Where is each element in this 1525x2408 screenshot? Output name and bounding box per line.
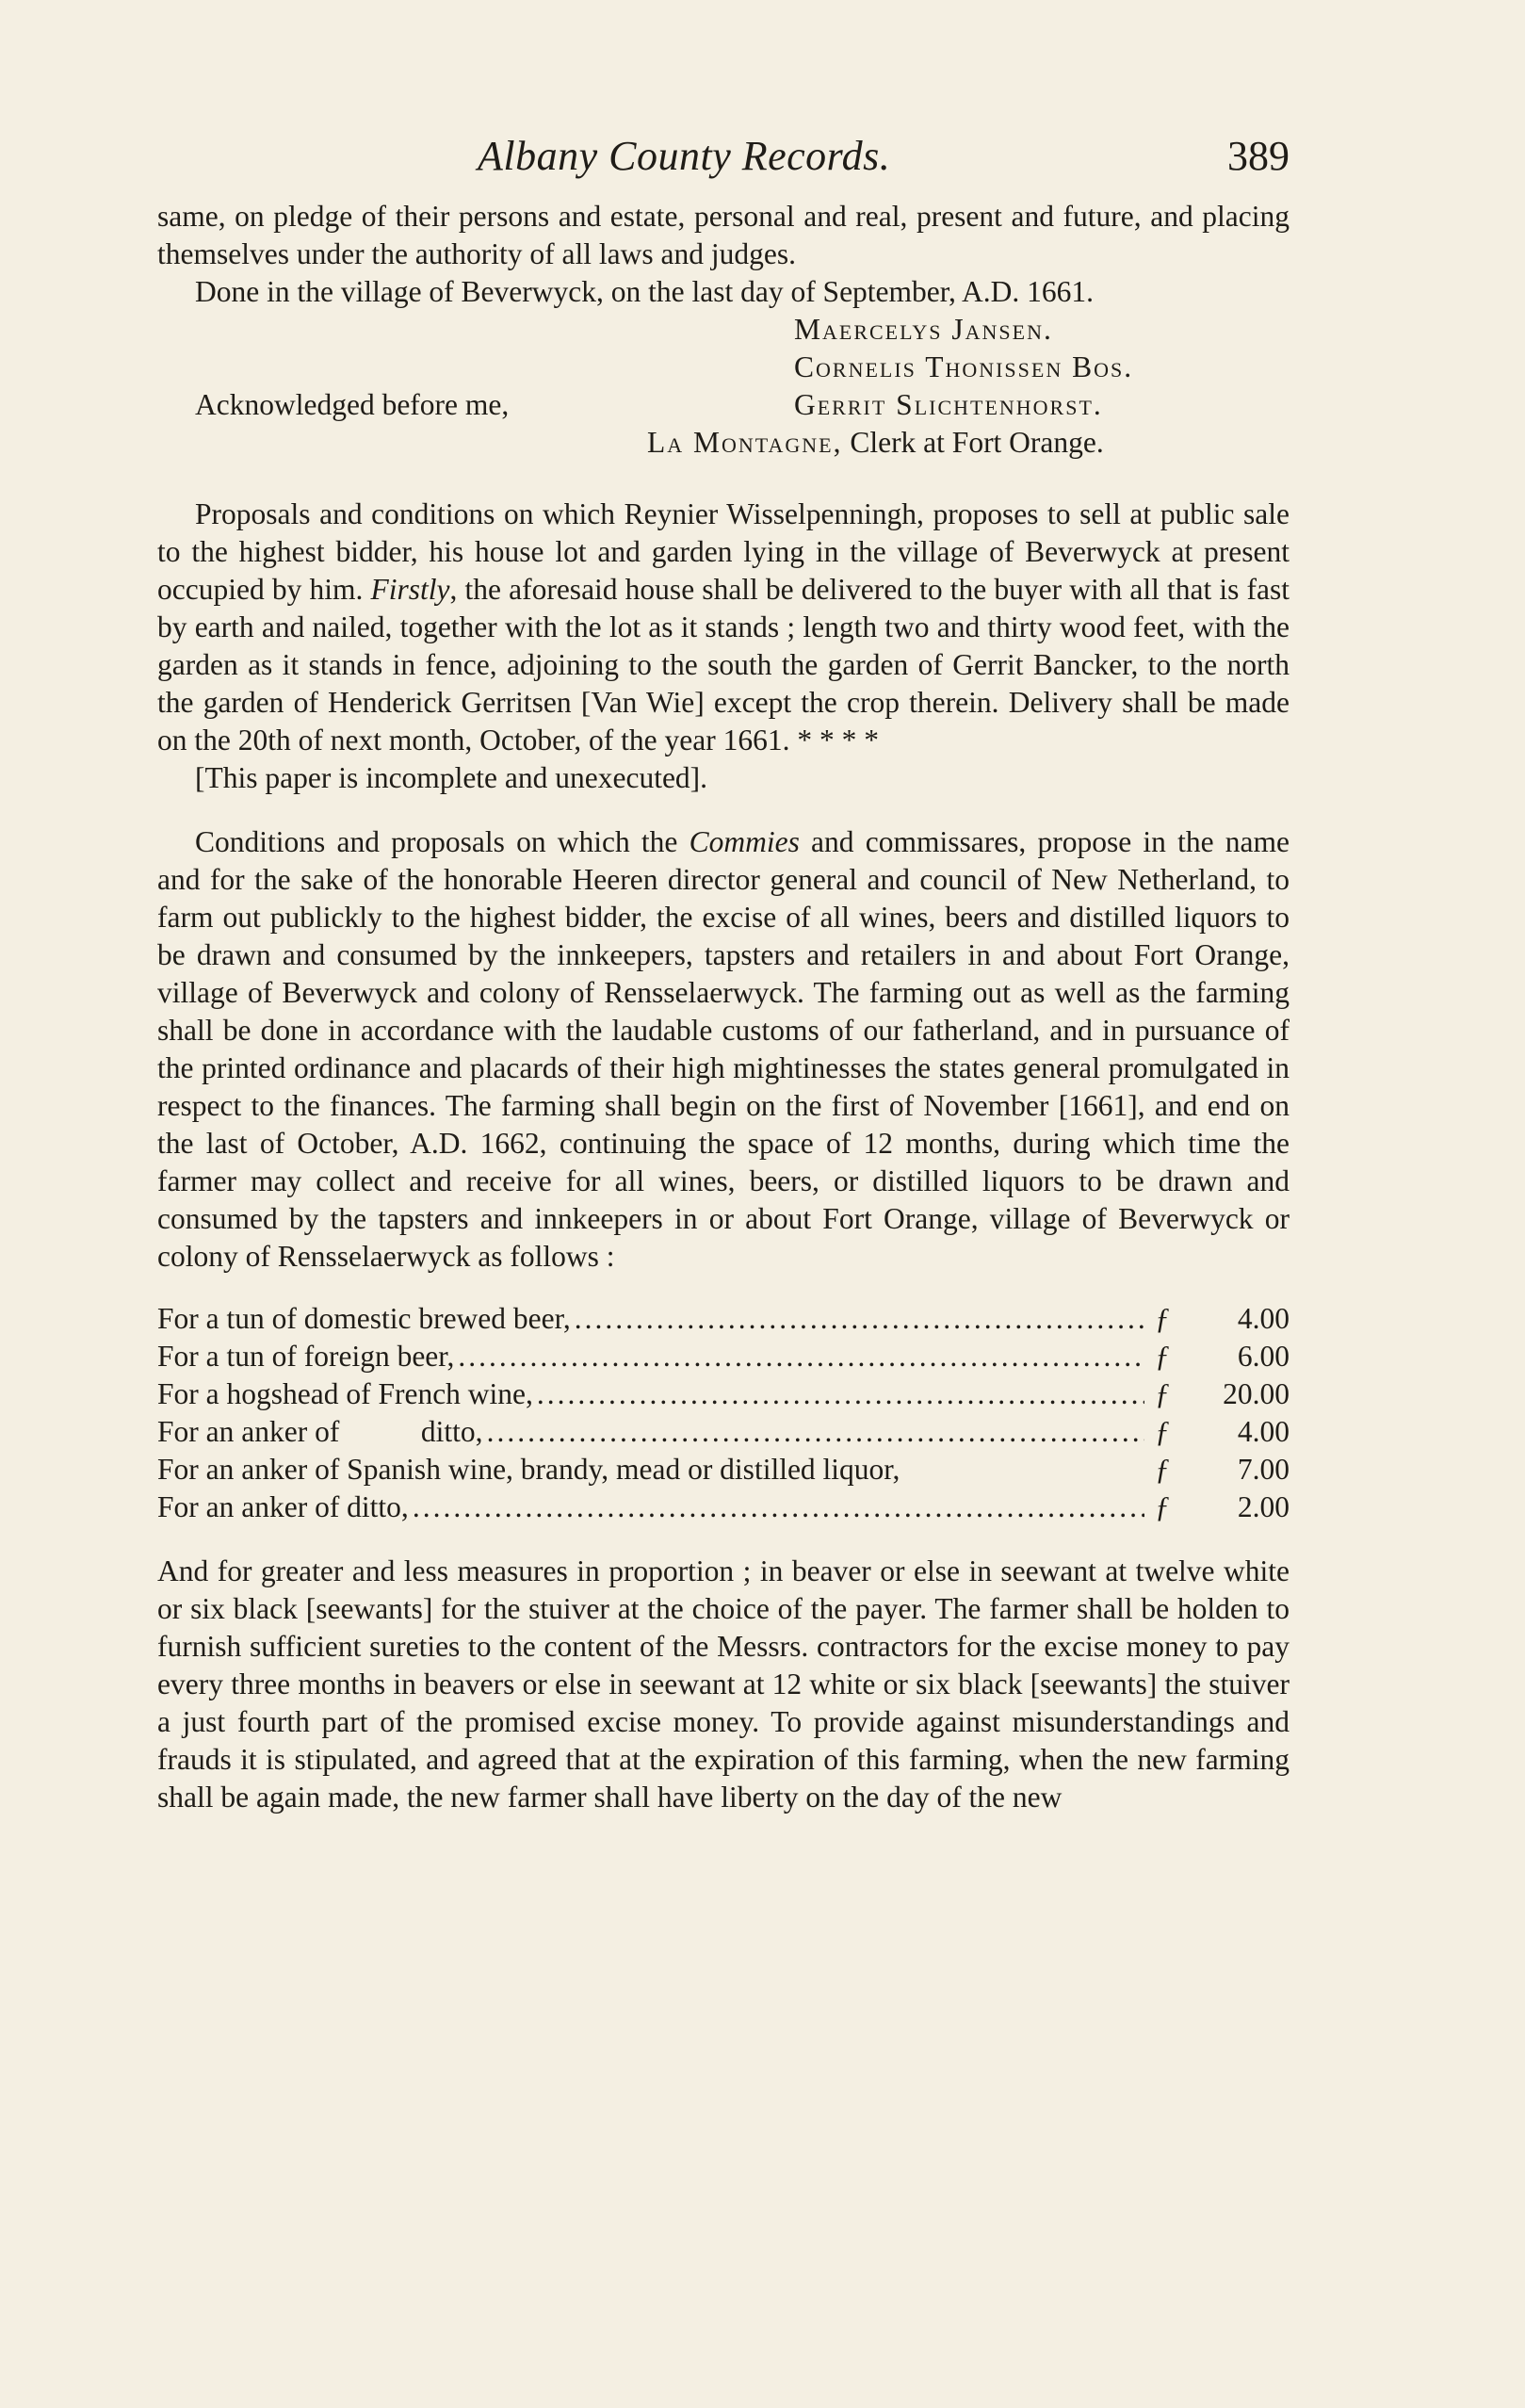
rate-amount: 4.00	[1237, 1415, 1290, 1448]
rate-amount: 7.00	[1237, 1453, 1290, 1486]
paragraph-closing: And for greater and less measures in proportion ; in beaver or else in seewant at twelve white or six black [seewants] for the stuiver at the choice of the payer. The farmer shall be holden to furnish sufficient sureties to the content of the Messrs. contractors for the excise money to pay every three months in beavers or else in seewant at 12 white or six black [seewants] the stuiver a just fourth part of the promised excise money. To provide against misunderstandings and frauds it is stipulated, and agreed that at the expiration of this farming, when the new farming shall be again made, the new farmer shall have liberty on the day of the new	[157, 1554, 1290, 1814]
page-number: 389	[1227, 133, 1290, 179]
signature-jansen: Maercelys Jansen.	[794, 313, 1053, 346]
clerk-name: La Montagne,	[647, 426, 843, 459]
leader-dots	[413, 1489, 1144, 1526]
paragraph-conditions	[157, 823, 1290, 1276]
paragraph-incomplete-note: [This paper is incomplete and unexecuted].	[195, 761, 708, 794]
florin-symbol: ƒ	[1155, 1340, 1170, 1373]
florin-symbol: ƒ	[1155, 1302, 1170, 1335]
rate-description: For a hogshead of French wine,	[157, 1377, 533, 1410]
signature-bos: Cornelis Thonissen Bos.	[794, 350, 1134, 383]
signature-block	[157, 311, 1290, 469]
rate-row	[157, 1413, 1290, 1451]
rate-description: For an anker of Spanish wine, brandy, mead or distilled liquor,	[157, 1453, 900, 1486]
leader-dots	[458, 1338, 1144, 1375]
rate-row	[157, 1489, 1290, 1526]
leader-dots	[487, 1413, 1144, 1451]
proposal-text-a: Proposals and conditions on which Reynier Wisselpenningh, proposes to sell at public sale to the highest bidder, his house lot and garden lying in the village of Beverwyck at present occupied by him.	[157, 497, 1290, 606]
rate-description: For a tun of foreign beer,	[157, 1340, 455, 1373]
proposal-text-b: , the aforesaid house shall be delivered to the buyer with all that is fast by earth and nailed, together with the lot as it stands ; length two and thirty wood feet, with the garden as it stands in fence, adjoining to the south the garden of Gerrit Bancker, to the north the garden of Henderick Gerritsen [Van Wie] except the crop therein. Delivery shall be made on the 20th of next month, October, of the year 1661. * * * *	[157, 573, 1290, 757]
rate-description: For an anker of ditto,	[157, 1490, 409, 1523]
paragraph-continuation: same, on pledge of their persons and estate, personal and real, present and future, and placing themselves under the authority of all laws and judges.	[157, 200, 1290, 270]
rate-description: For a tun of domestic brewed beer,	[157, 1302, 571, 1335]
excise-rate-table	[157, 1300, 1290, 1526]
florin-symbol: ƒ	[1155, 1490, 1170, 1523]
document-page	[157, 132, 1290, 1816]
florin-symbol: ƒ	[1155, 1453, 1170, 1486]
leader-dots	[537, 1375, 1144, 1413]
leader-dots	[575, 1300, 1144, 1338]
clerk-title: Clerk at Fort Orange.	[850, 426, 1104, 459]
proposal-firstly: Firstly	[370, 573, 450, 606]
signature-slichtenhorst: Gerrit Slichtenhorst.	[794, 388, 1103, 421]
page-header	[157, 132, 1290, 198]
conditions-text-a: Conditions and proposals on which the	[195, 825, 689, 858]
paragraph-proposals	[157, 496, 1290, 759]
rate-description: For an anker of ditto,	[157, 1415, 483, 1448]
rate-row	[157, 1338, 1290, 1375]
rate-amount: 2.00	[1237, 1490, 1290, 1523]
paragraph-date: Done in the village of Beverwyck, on the last day of September, A.D. 1661.	[195, 275, 1095, 308]
rate-amount: 20.00	[1223, 1377, 1290, 1410]
running-title: Albany County Records.	[478, 133, 891, 179]
rate-row	[157, 1300, 1290, 1338]
rate-amount: 4.00	[1237, 1302, 1290, 1335]
acknowledgement-text: Acknowledged before me,	[195, 388, 510, 421]
rate-row	[157, 1375, 1290, 1413]
conditions-commies: Commies	[689, 825, 800, 858]
clerk-signature	[647, 424, 1104, 462]
rate-row	[157, 1451, 1290, 1489]
rate-amount: 6.00	[1237, 1340, 1290, 1373]
florin-symbol: ƒ	[1155, 1415, 1170, 1448]
florin-symbol: ƒ	[1155, 1377, 1170, 1410]
conditions-text-b: and commissares, propose in the name and for the sake of the honorable Heeren director general and council of New Netherland, to farm out publickly to the highest bidder, the excise of all wines, beers and distilled liquors to be drawn and consumed by the innkeepers, tapsters and retailers in and about Fort Orange, village of Beverwyck and colony of Rensselaerwyck. The farming out as well as the farming shall be done in accordance with the laudable customs of our fatherland, and in pursuance of the printed ordinance and placards of their high mightinesses the states general promulgated in respect to the finances. The farming shall begin on the first of November [1661], and end on the last of October, A.D. 1662, continuing the space of 12 months, during which time the farmer may collect and receive for all wines, beers, or distilled liquors to be drawn and consumed by the tapsters and innkeepers in or about Fort Orange, village of Beverwyck or colony of Rensselaerwyck as follows :	[157, 825, 1290, 1273]
